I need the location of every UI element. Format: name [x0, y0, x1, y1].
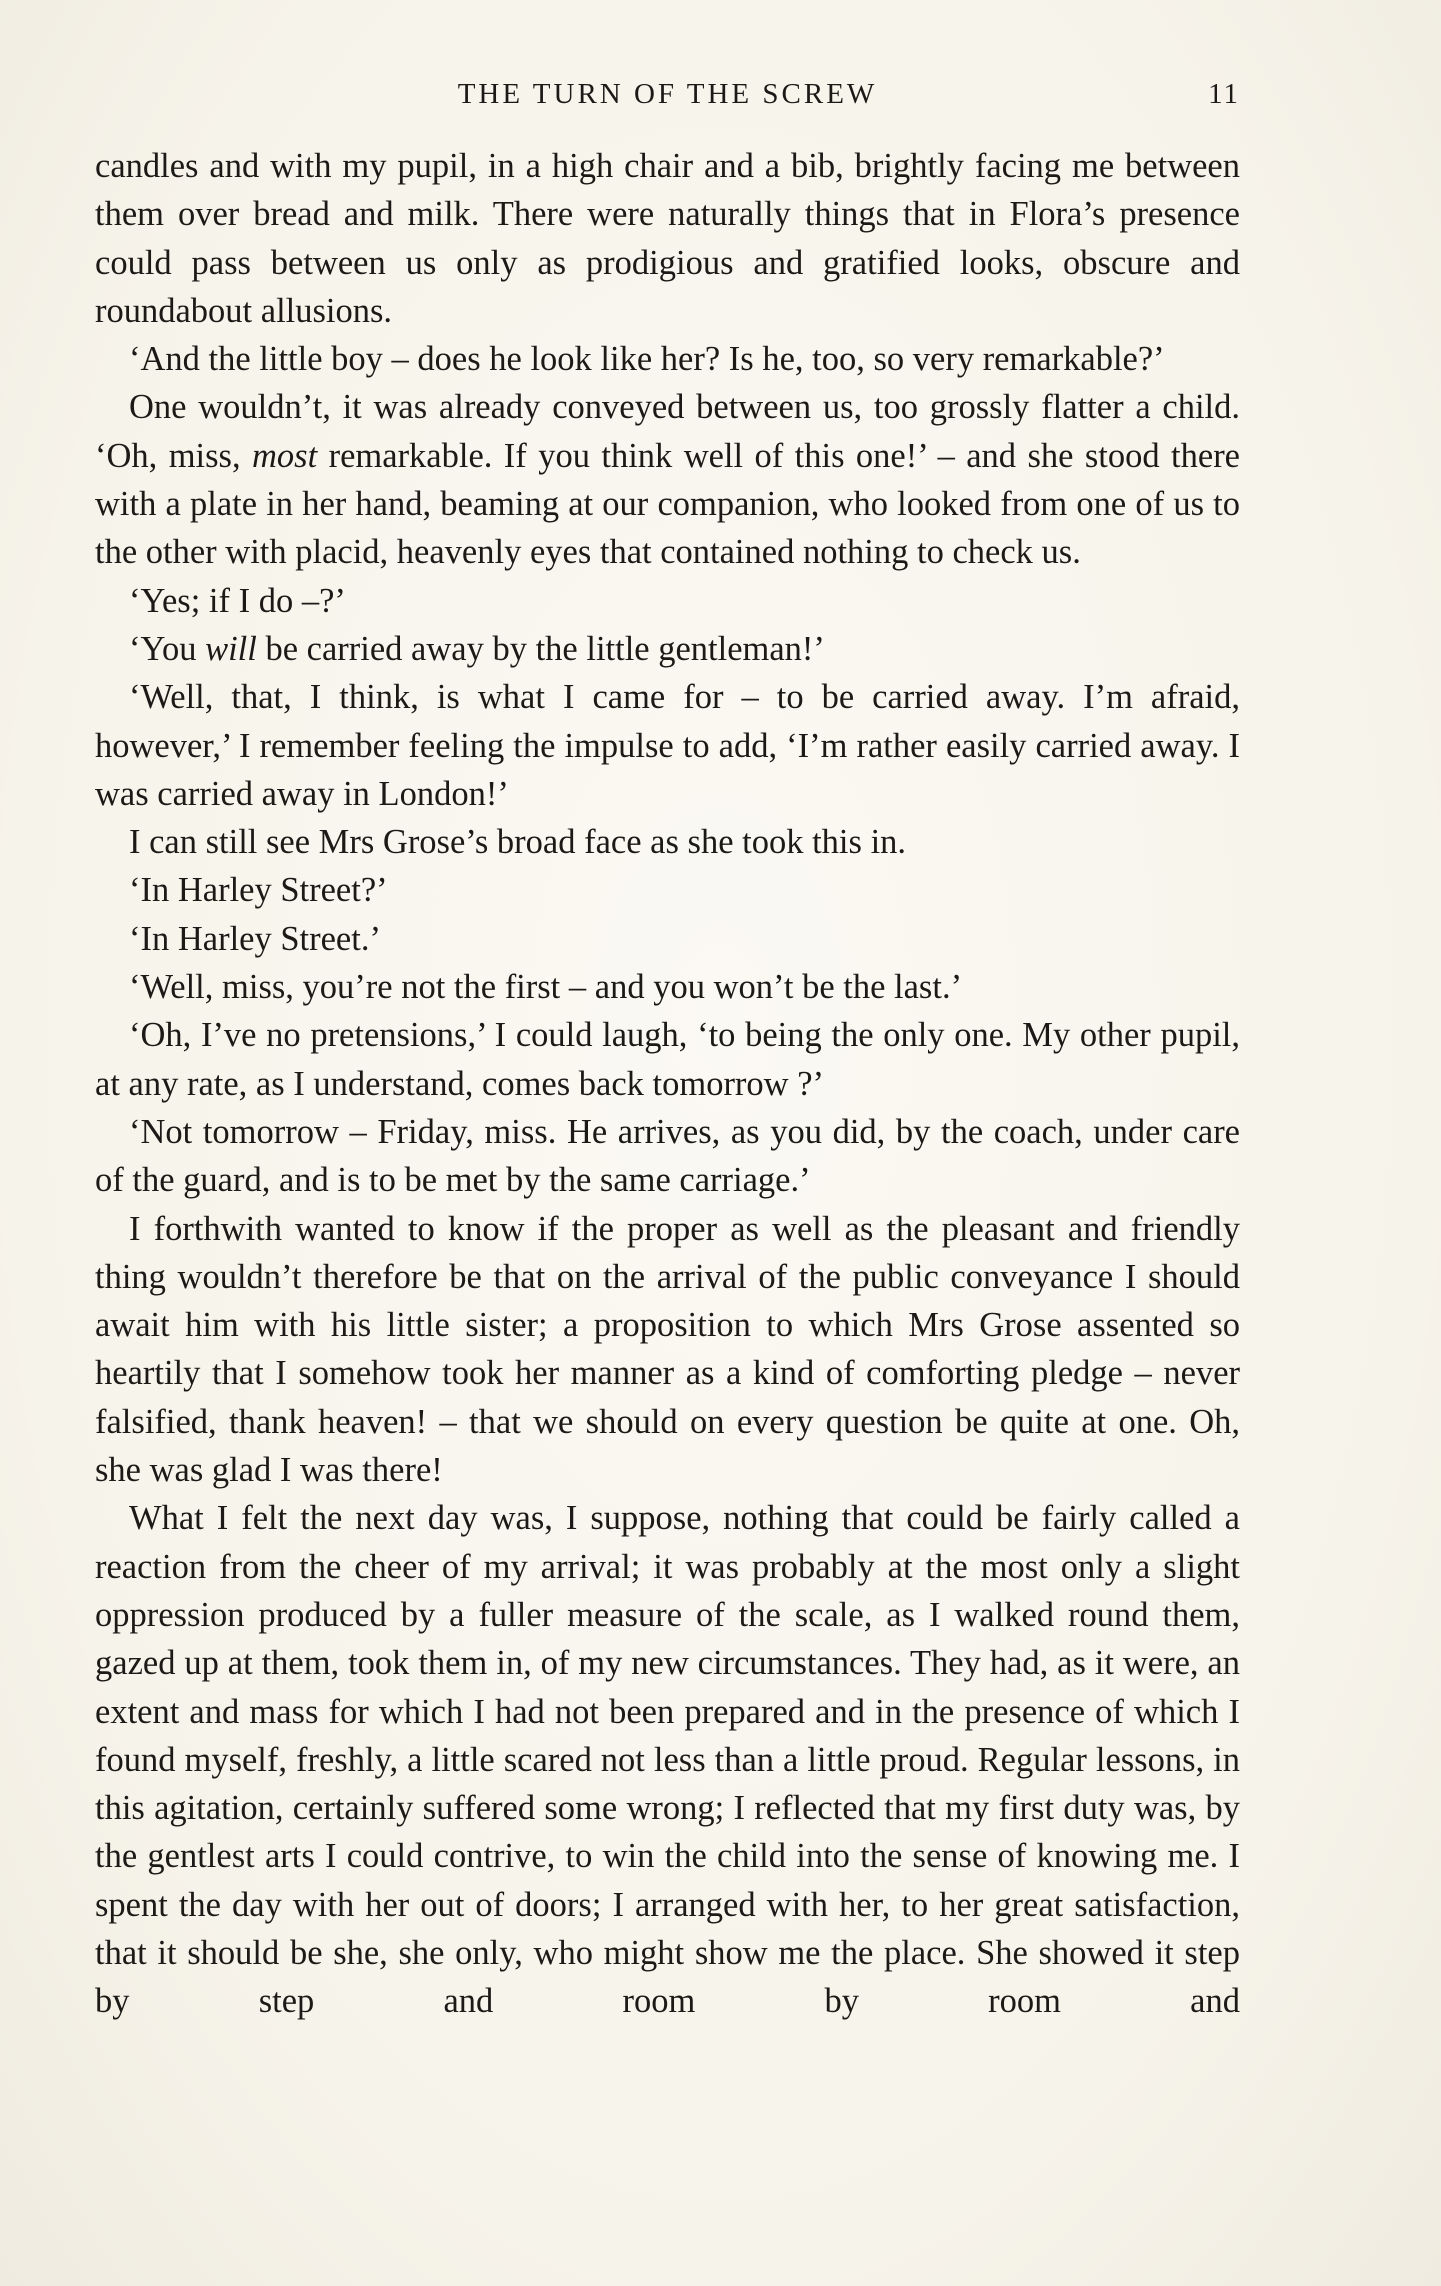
paragraph-4: ‘Yes; if I do –?’ [129, 581, 346, 620]
body-text [95, 142, 1240, 2026]
paragraph-8: ‘In Harley Street?’ [129, 871, 388, 910]
paragraph-12: ‘Not tomorrow – Friday, miss. He arrives, as you did, by the coach, under care of the guard, and is to be met by the same carriage.’ [95, 1112, 1240, 1200]
running-head [95, 78, 1240, 118]
paragraph-14: What I felt the next day was, I suppose, nothing that could be fairly called a reaction from the cheer of my arrival; it was probably at the most only a slight oppression produced by a fuller measure of the scale, as I walked round them, gazed up at them, took them in, of my new circumstances. They had, as it were, an extent and mass for which I had not been prepared and in the presence of which I found myself, freshly, a little scared not less than a little proud. Regular lessons, in this agitation, certainly suffered some wrong; I reflected that my first duty was, by the gentlest arts I could contrive, to win the child into the sense of knowing me. I spent the day with her out of doors; I arranged with her, to her great satisfaction, that it should be she, she only, who might show me the place. She showed it step by step and room by room and [95, 1499, 1240, 2021]
running-title: THE TURN OF THE SCREW [457, 78, 878, 110]
paragraph-9: ‘In Harley Street.’ [129, 919, 381, 958]
paragraph-6: ‘Well, that, I think, is what I came for – to be carried away. I’m afraid, however,’ I remember feeling the impulse to add, ‘I’m rather easily carried away. I was carried away in London!’ [95, 678, 1240, 813]
page-number: 11 [1208, 78, 1240, 110]
paragraph-13: I forthwith wanted to know if the proper as well as the pleasant and friendly thing wouldn’t therefore be that on the arrival of the public conveyance I should await him with his little sister; a proposition to which Mrs Grose assented so heartily that I somehow took her manner as a kind of comforting pledge – never falsified, thank heaven! – that we should on every question be quite at one. Oh, she was glad I was there! [95, 1209, 1240, 1490]
paragraph-1: candles and with my pupil, in a high chair and a bib, brightly facing me between them over bread and milk. There were naturally things that in Flora’s presence could pass between us only as prodigious and gratified looks, obscure and roundabout allusions. [95, 147, 1240, 330]
emphasis-most: most [252, 436, 318, 475]
paragraph-10: ‘Well, miss, you’re not the first – and you won’t be the last.’ [129, 968, 963, 1007]
paragraph-5: ‘You will be carried away by the little gentleman!’ [129, 629, 825, 668]
paragraph-2: ‘And the little boy – does he look like her? Is he, too, so very remarkable?’ [129, 340, 1165, 379]
emphasis-will: will [205, 629, 257, 668]
paragraph-11: ‘Oh, I’ve no pretensions,’ I could laugh, ‘to being the only one. My other pupil, at any rate, as I understand, comes back tomorrow ?’ [95, 1016, 1240, 1103]
paragraph-7: I can still see Mrs Grose’s broad face as she took this in. [129, 823, 907, 862]
paragraph-3: One wouldn’t, it was already conveyed between us, too grossly flatter a child. ‘Oh, miss, most remarkable. If you think well of this one!’ – and she stood there with a plate in her hand, beaming at our companion, who looked from one of us to the other with placid, heavenly eyes that contained nothing to check us. [95, 388, 1240, 572]
